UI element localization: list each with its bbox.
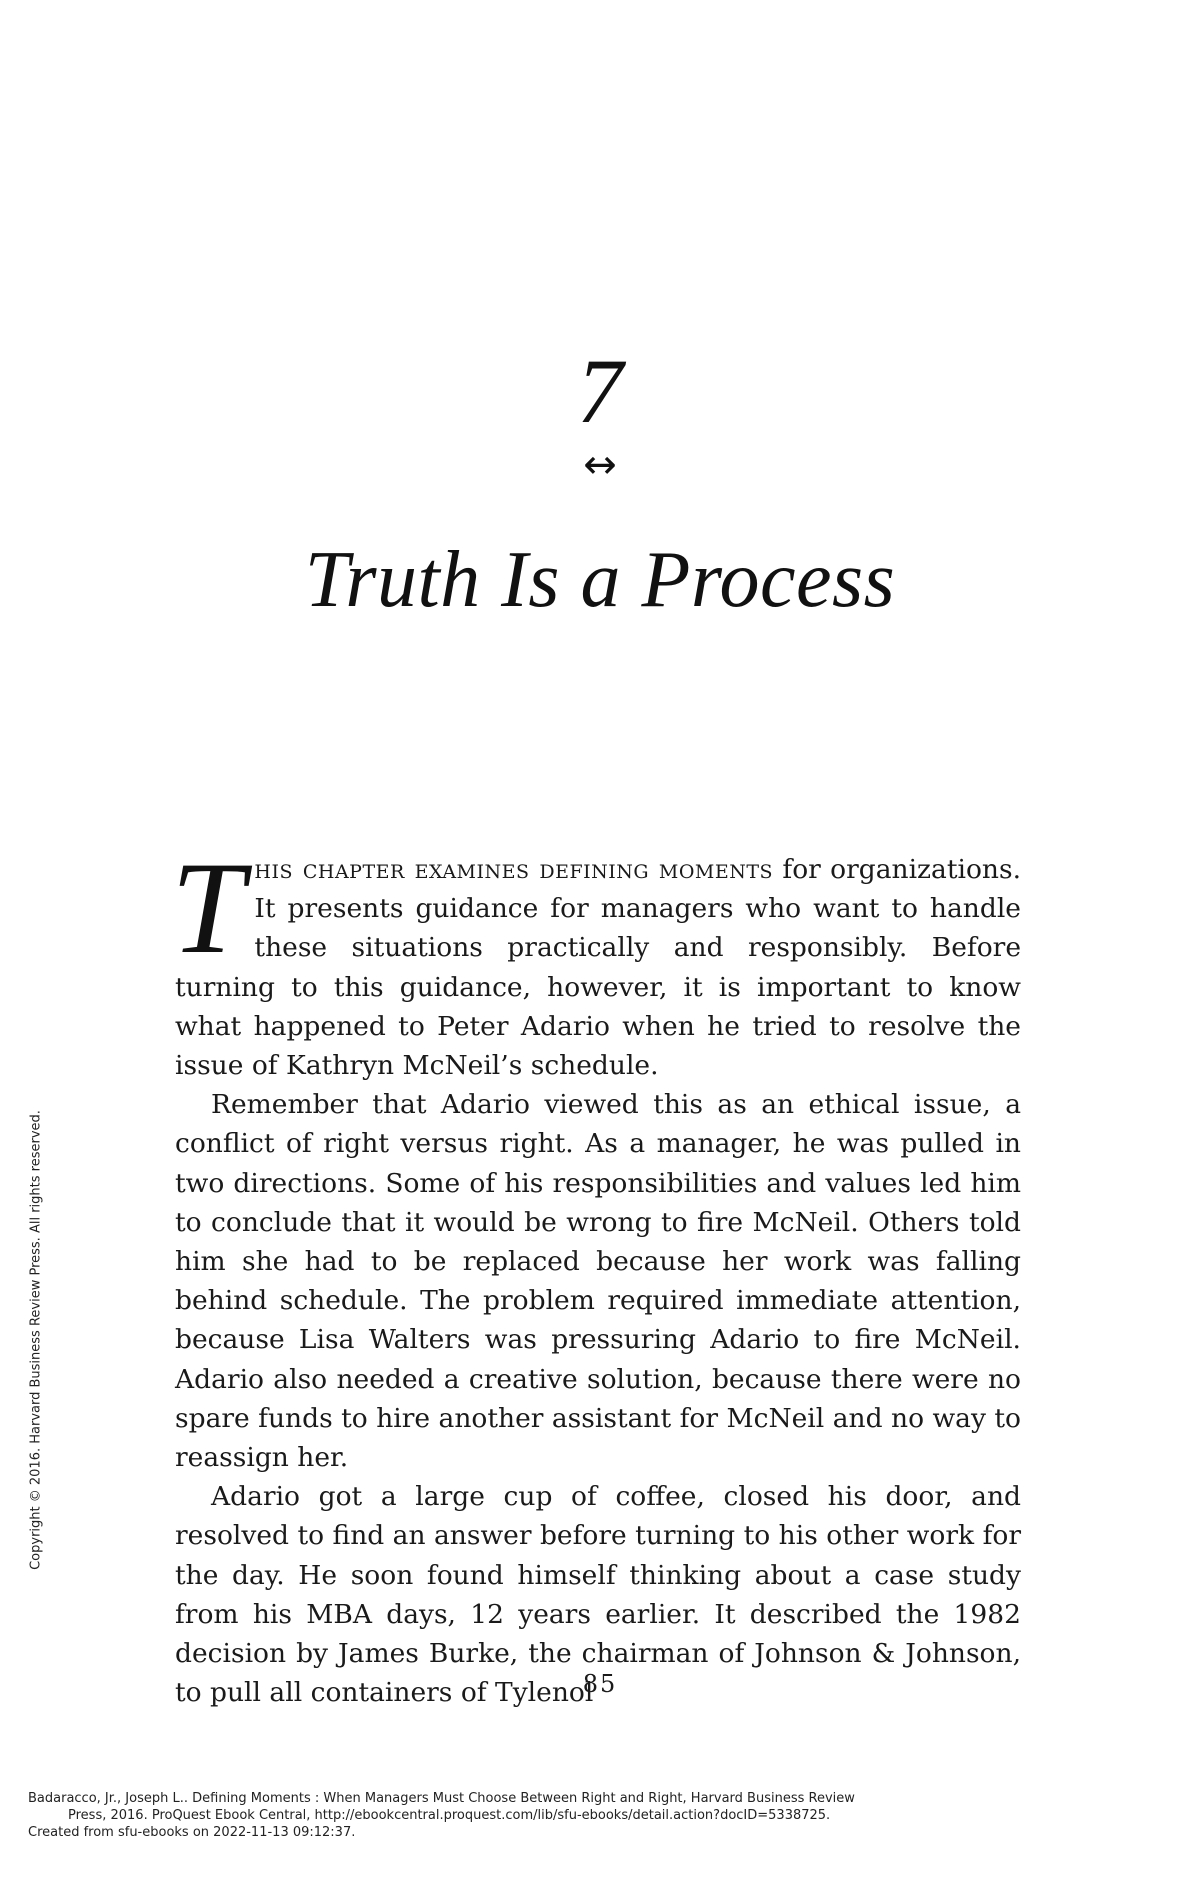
footer-line-1: Badaracco, Jr., Joseph L.. Defining Moments : When Managers Must Choose Between Right and Right, Harvard Business Review: [28, 1791, 855, 1806]
lead-in-smallcaps: his chapter examines defining moments: [254, 854, 774, 885]
paragraph-2: Remember that Adario viewed this as an ethical issue, a conflict of right versus right. As a manager, he was pulled in two directions. Some of his responsibilities and values led him to conclude that it would be wrong to fire McNeil. Others told him she had to be replaced because her work was falling behind schedule. The problem required immediate attention, because Lisa Walters was pressuring Adario to fire McNeil. Adario also needed a creative solution, because there were no spare funds to hire another assistant for McNeil and no way to reassign her.: [175, 1089, 1021, 1474]
chapter-body: [171, 834, 1021, 1712]
footer-line-2: Press, 2016. ProQuest Ebook Central, http://ebookcentral.proquest.com/lib/sfu-ebooks/detail.action?docID=5338725.: [68, 1808, 831, 1823]
chapter-title: Truth Is a Process: [304, 536, 896, 624]
drop-cap: T: [171, 834, 245, 981]
footer-line-3: Created from sfu-ebooks on 2022-11-13 09:12:37.: [28, 1825, 356, 1840]
side-copyright-notice: Copyright © 2016. Harvard Business Review Press. All rights reserved.: [28, 1110, 44, 1570]
paragraph-1-text: for organizations. It presents guidance for managers who want to handle these situations practically and responsibly. Before turning to this guidance, however, it is important to know what happened to Peter Adario when he tried to resolve the issue of Kathryn McNeil’s schedule.: [175, 854, 1021, 1082]
paragraph-3: Adario got a large cup of coffee, closed his door, and resolved to find an answer before turning to his other work for the day. He soon found himself thinking about a case study from his MBA days, 12 years earlier. It described the 1982 decision by James Burke, the chairman of Johnson & Johnson, to pull all containers of Tylenol: [175, 1481, 1021, 1709]
chapter-number: 7: [577, 340, 623, 442]
paragraph-1: [171, 834, 1021, 1085]
citation-footer: [28, 1790, 1178, 1841]
page-number: 85: [582, 1670, 618, 1698]
chapter-ornament: ↔: [583, 442, 617, 488]
